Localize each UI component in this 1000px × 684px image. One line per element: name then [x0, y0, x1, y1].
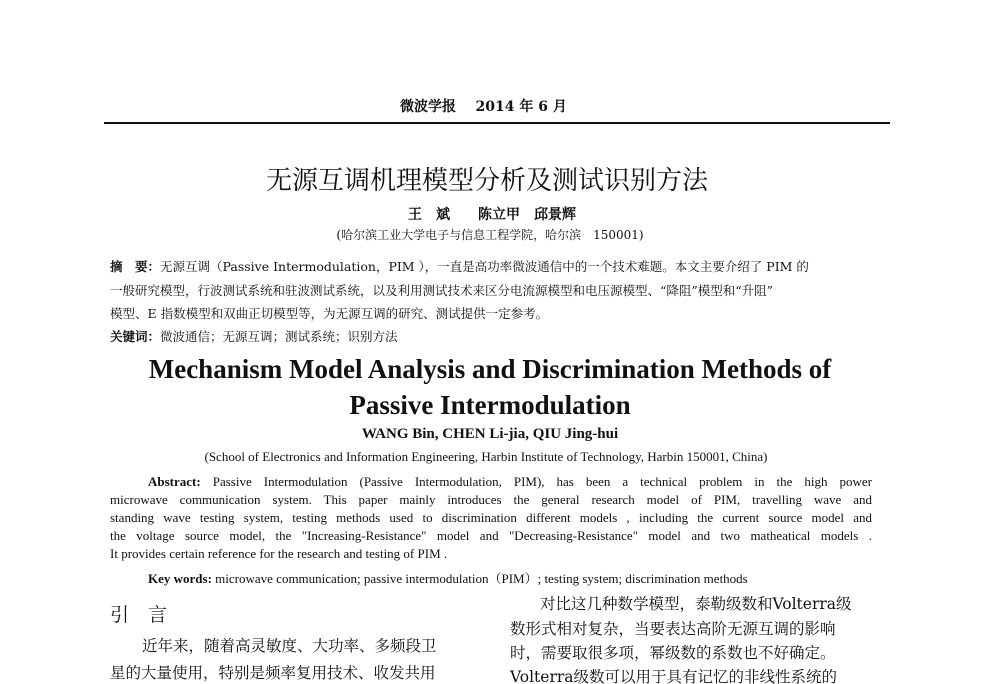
abstract-en-line: It provides certain reference for the research and testing of PIM .: [110, 546, 448, 561]
keywords-en-text: microwave communication; passive intermodulation（PIM）; testing system; discrimination methods: [215, 571, 748, 586]
authors-en: WANG Bin, CHEN Li-jia, QIU Jing-hui: [361, 426, 619, 442]
abstract-cn-line: 一般研究模型，行波测试系统和驻波测试系统，以及利用测试技术来区分电流源模型和电压源模型、“降阻”模型和“升阻”: [110, 283, 774, 298]
abstract-en-line: the voltage source model, the "Increasing-Resistance" model and "Decreasing-Resistance" model and two matheatical models .: [110, 528, 872, 543]
keywords-cn-text: 微波通信；无源互调；测试系统；识别方法: [160, 329, 398, 344]
abstract-cn-line: [110, 257, 885, 275]
title-en-line: Mechanism Model Analysis and Discrimination Methods of: [148, 354, 832, 384]
authors-cn: 王 斌 陈立甲 邱景辉: [408, 207, 576, 223]
keywords-en: [148, 568, 910, 587]
abstract-en-line: standing wave testing system, testing methods used to discrimination different models , including the current source model and: [110, 510, 872, 525]
keywords-cn: [110, 327, 885, 345]
affiliation-en: (School of Electronics and Information Engineering, Harbin Institute of Technology, Harbin 150001, China): [204, 449, 768, 464]
keywords-en-label: Key words:: [148, 571, 212, 586]
abstract-cn-line: 模型、E 指数模型和双曲正切模型等，为无源互调的研究、测试提供一定参考。: [110, 306, 549, 321]
right-col-line: 对比这几种数学模型，泰勒级数和Volterra级: [540, 595, 852, 613]
right-col-line: Volterra级数可以用于具有记忆的非线性系统的: [510, 668, 838, 684]
header-rule: [104, 122, 890, 124]
abstract-en-line: microwave communication system. This paper mainly introduces the general research model of PIM, travelling wave and: [110, 492, 872, 507]
title-en-line: Passive Intermodulation: [349, 390, 631, 420]
right-col-line: 数形式相对复杂，当要表达高阶无源互调的影响: [510, 620, 836, 638]
section-heading: 引 言: [110, 604, 168, 626]
issue-date: 2014 年 6 月: [475, 99, 567, 115]
abstract-cn-text: 无源互调（Passive Intermodulation，PIM ），一直是高功率微波通信中的一个技术难题。本文主要介绍了 PIM 的: [160, 259, 809, 274]
journal-name: 微波学报: [400, 99, 456, 115]
abstract-en-label: Abstract:: [148, 474, 201, 489]
abstract-cn-label: 摘 要：: [110, 259, 161, 274]
right-col-line: 时，需要取很多项，幂级数的系数也不好确定。: [510, 644, 836, 662]
abstract-en-text: Passive Intermodulation (Passive Intermodulation, PIM), has been a technical problem in the high power: [212, 474, 873, 489]
title-cn: 无源互调机理模型分析及测试识别方法: [265, 166, 708, 196]
abstract-en-line: [148, 474, 872, 490]
keywords-cn-label: 关键词：: [110, 329, 161, 344]
left-col-line: 星的大量使用，特别是频率复用技术、收发共用: [110, 664, 436, 682]
running-header: [400, 96, 567, 116]
left-col-line: 近年来，随着高灵敏度、大功率、多频段卫: [142, 637, 437, 655]
affiliation-cn: (哈尔滨工业大学电子与信息工程学院，哈尔滨 150001): [336, 228, 644, 242]
